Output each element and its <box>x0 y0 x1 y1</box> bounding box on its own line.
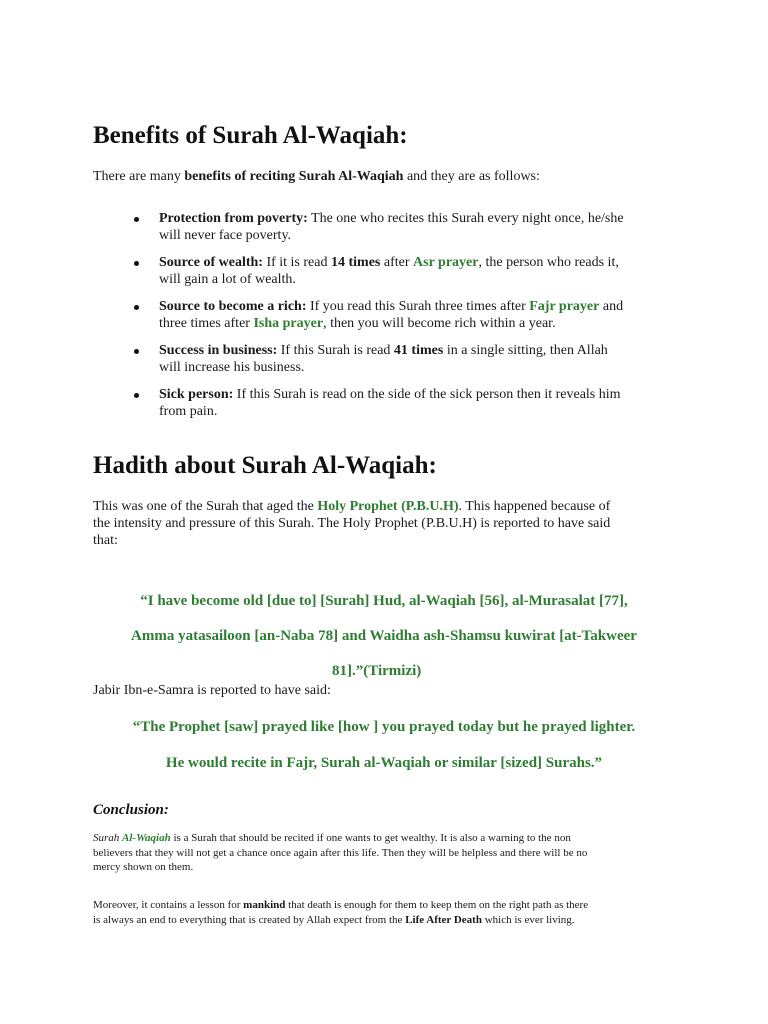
hadith-intro: This was one of the Surah that aged the Holy Prophet (P.B.U.H). This happened because of the intensity and pressure of this Surah. The Holy Prophet (P.B.U.H) is reported to have said that: <box>93 499 611 548</box>
hadith-quote-1-line-2: Amma yatasailoon [an-Naba 78] and Waidha ash-Shamsu kuwirat [at-Takweer <box>131 628 637 644</box>
link-asr-prayer[interactable]: Asr prayer <box>413 255 479 270</box>
bullet-icon <box>134 393 139 398</box>
list-item: Source of wealth: If it is read 14 times after Asr prayer, the person who reads it, will gain a lot of wealth. <box>159 254 679 288</box>
link-isha-prayer[interactable]: Isha prayer <box>253 316 324 331</box>
jabir-intro: Jabir Ibn-e-Samra is reported to have said: <box>93 683 331 698</box>
hadith-quote-2-line-1: “The Prophet [saw] prayed like [how ] you prayed today but he prayed lighter. <box>132 719 636 735</box>
list-item: Protection from poverty: The one who recites this Surah every night once, he/she will never face poverty. <box>159 210 679 244</box>
section-title-hadith: Hadith about Surah Al-Waqiah: <box>93 452 437 479</box>
benefits-list <box>159 210 679 430</box>
conclusion-paragraph-2: Moreover, it contains a lesson for mankind that death is enough for them to keep them on the right path as there is always an end to everything that is created by Allah expect from the Life After Death which is ever living. <box>93 899 589 926</box>
bullet-icon <box>134 261 139 266</box>
bullet-icon <box>134 305 139 310</box>
section-title-benefits: Benefits of Surah Al-Waqiah: <box>93 122 408 149</box>
hadith-quote-2-line-2: He would recite in Fajr, Surah al-Waqiah or similar [sized] Surahs.” <box>165 755 603 771</box>
list-item: Source to become a rich: If you read this Surah three times after Fajr prayer and three times after Isha prayer, then you will become rich within a year. <box>159 298 679 332</box>
hadith-quote-1-line-1: “I have become old [due to] [Surah] Hud, al-Waqiah [56], al-Murasalat [77], <box>140 593 628 609</box>
benefits-intro: There are many benefits of reciting Surah Al-Waqiah and they are as follows: <box>93 169 540 184</box>
hadith-quote-1-line-3: 81].”(Tirmizi) <box>332 663 422 679</box>
bullet-icon <box>134 217 139 222</box>
list-item: Sick person: If this Surah is read on the side of the sick person then it reveals him from pain. <box>159 386 679 420</box>
bullet-icon <box>134 349 139 354</box>
conclusion-heading: Conclusion: <box>93 802 169 818</box>
conclusion-paragraph-1: Surah Al-Waqiah is a Surah that should be recited if one wants to get wealthy. It is also a warning to the non believers that they will not get a chance once again after this life. Then they will be helpless and there will be no mercy shown on them. <box>93 832 588 873</box>
list-item: Success in business: If this Surah is read 41 times in a single sitting, then Allah will increase his business. <box>159 342 679 376</box>
link-holy-prophet[interactable]: Holy Prophet (P.B.U.H) <box>317 499 459 514</box>
link-fajr-prayer[interactable]: Fajr prayer <box>529 299 600 314</box>
